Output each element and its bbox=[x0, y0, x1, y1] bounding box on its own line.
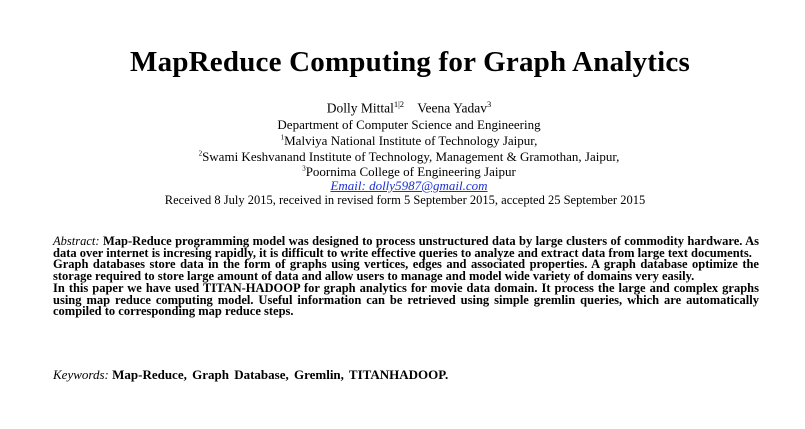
email-line bbox=[0, 178, 805, 194]
abstract-label: Abstract: bbox=[53, 234, 100, 248]
affiliation-1-superscript: 1 bbox=[280, 133, 285, 142]
affiliation-2 bbox=[0, 149, 805, 165]
affiliation-3-text: Poornima College of Engineering Jaipur bbox=[305, 164, 516, 179]
keywords-line bbox=[53, 367, 759, 383]
abstract-paragraph-1 bbox=[53, 236, 759, 259]
keywords-text: Map-Reduce, Graph Database, Gremlin, TITANHADOOP. bbox=[112, 367, 449, 382]
author-line bbox=[0, 99, 805, 117]
abstract-paragraph-3: In this paper we have used TITAN-HADOOP for graph analytics for movie data domain. It process the large and complex graphs using map reduce computing model. Useful information can be retrieved using simple gremlin queries, which are automatically compiled to corresponding map reduce steps. bbox=[53, 280, 759, 319]
affiliation-department: Department of Computer Science and Engineering bbox=[277, 117, 541, 132]
affiliation-1-text: Malviya National Institute of Technology Jaipur, bbox=[284, 133, 538, 148]
affiliation-1 bbox=[0, 133, 805, 149]
paper-title: MapReduce Computing for Graph Analytics bbox=[130, 46, 690, 78]
affiliation-2-text: Swami Keshvanand Institute of Technology, Management & Gramothan, Jaipur, bbox=[202, 149, 620, 164]
abstract-paragraph-1-text: Map-Reduce programming model was designed to process unstructured data by large clusters of commodity hardware. As data over internet is incresing rapidly, it is difficult to write effective queries to analyze and extract data from large text documents. bbox=[53, 234, 760, 260]
abstract-paragraph-2: Graph databases store data in the form of graphs using vertices, edges and associated properties. A graph database optimize the storage required to store large amount of data and allow users to manage and model wide variety of domains very easily. bbox=[53, 257, 759, 284]
author-2-superscript: 3 bbox=[487, 99, 492, 109]
abstract-block bbox=[53, 236, 759, 318]
affiliation-3-superscript: 3 bbox=[302, 164, 306, 173]
email-link[interactable]: Email: dolly5987@gmail.com bbox=[330, 178, 488, 193]
affiliation-2-superscript: 2 bbox=[198, 149, 203, 158]
author-1-name: Dolly Mittal bbox=[326, 100, 394, 116]
keywords-label: Keywords: bbox=[53, 367, 109, 382]
received-dates: Received 8 July 2015, received in revised form 5 September 2015, accepted 25 September 2015 bbox=[164, 193, 646, 207]
author-2-name: Veena Yadav bbox=[417, 100, 488, 116]
author-1-superscript: 1|2 bbox=[393, 99, 405, 109]
